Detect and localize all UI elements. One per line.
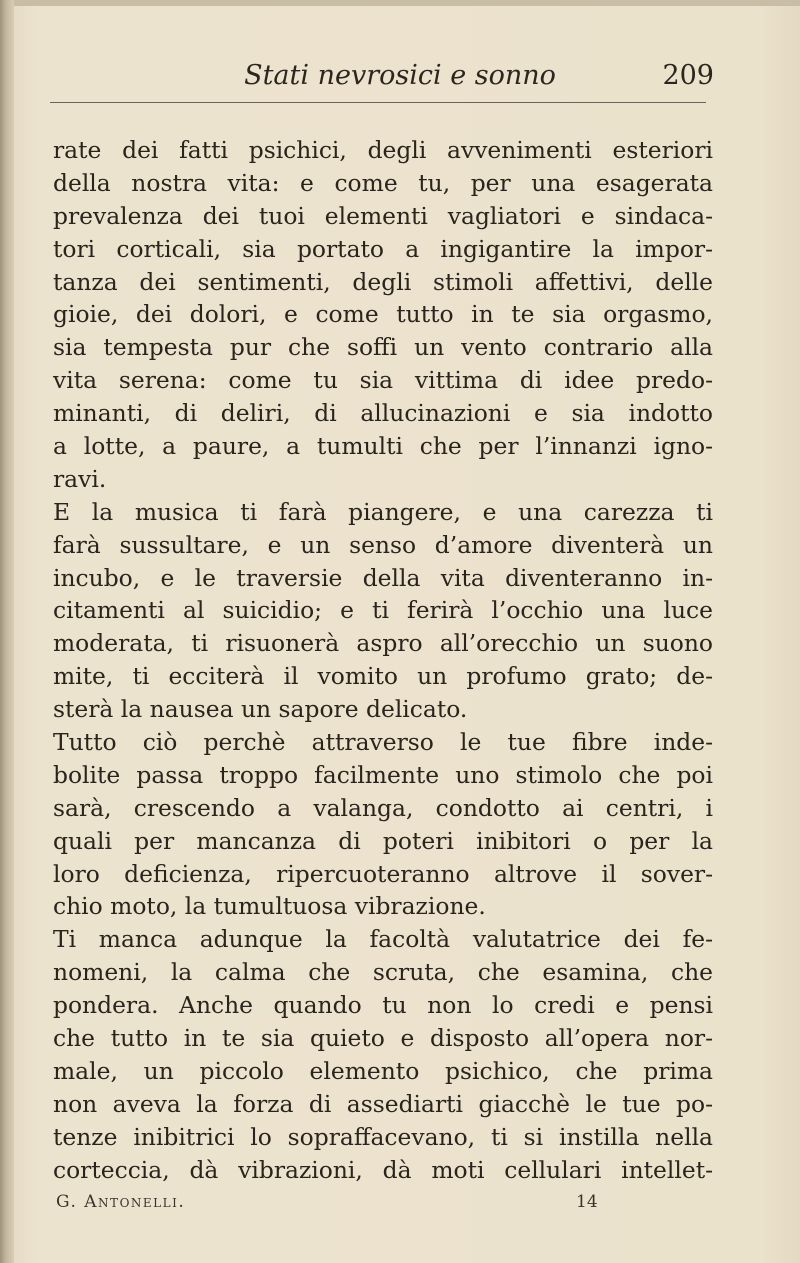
text-line: moderata, ti risuonerà aspro all’orecchio un suono [53,629,713,658]
text-line: bolite passa troppo facilmente uno stimolo che poi [53,760,713,789]
text-line: vita serena: come tu sia vittima di idee predo- [53,366,713,395]
text-line: che tutto in te sia quieto e disposto all’opera nor- [53,1024,713,1053]
text-line: a lotte, a paure, a tumulti che per l’innanzi igno- [53,432,713,461]
page-binding-shadow [0,0,14,1263]
text-line: male, un piccolo elemento psichico, che prima [53,1056,713,1085]
text-line: quali per mancanza di poteri inibitori o per la [53,826,713,855]
body-text [53,134,713,1187]
header-rule [50,102,706,103]
text-line: tori corticali, sia portato a ingigantire la impor- [53,234,713,263]
running-title: Stati nevrosici e sonno [244,60,556,91]
text-line: E la musica ti farà piangere, e una carezza ti [53,497,713,526]
footer-sheet-number: 14 [576,1192,598,1212]
text-line: farà sussultare, e un senso d’amore diventerà un [53,530,713,559]
text-line: mite, ti ecciterà il vomito un profumo grato; de- [53,662,713,691]
page-top-edge [0,0,800,6]
text-line: tanza dei sentimenti, degli stimoli affettivi, delle [53,267,713,296]
text-line: pondera. Anche quando tu non lo credi e pensi [53,991,713,1020]
text-line: ravi. [53,464,107,493]
text-line: sia tempesta pur che soffi un vento contrario alla [53,333,713,362]
text-line: Ti manca adunque la facoltà valutatrice dei fe- [53,925,713,954]
text-line: loro deficienza, ripercuoteranno altrove il sover- [53,859,713,888]
text-line: incubo, e le traversie della vita diventeranno in- [53,563,713,592]
text-line: citamenti al suicidio; e ti ferirà l’occhio una luce [53,596,713,625]
text-line: rate dei fatti psichici, degli avvenimenti esteriori [53,136,713,164]
text-line: gioie, dei dolori, e come tutto in te sia orgasmo, [53,300,713,329]
text-line: della nostra vita: e come tu, per una esagerata [53,168,713,197]
text-line: corteccia, dà vibrazioni, dà moti cellulari intellet- [53,1155,713,1184]
text-line: tenze inibitrici lo sopraffacevano, ti si instilla nella [53,1122,713,1151]
text-line: Tutto ciò perchè attraverso le tue fibre inde- [53,728,713,757]
text-line: prevalenza dei tuoi elementi vagliatori e sindaca- [53,201,713,230]
text-line: chio moto, la tumultuosa vibrazione. [53,892,486,921]
text-line: sarà, crescendo a valanga, condotto ai centri, i [53,793,713,822]
text-line: non aveva la forza di assediarti giacchè le tue po- [53,1089,713,1118]
page-number: 209 [662,60,714,91]
running-head [40,58,760,98]
text-line: minanti, di deliri, di allucinazioni e sia indotto [53,399,713,428]
footer-signature: G. Antonelli. [56,1192,186,1212]
text-line: sterà la nausea un sapore delicato. [53,695,468,724]
text-line: nomeni, la calma che scruta, che esamina, che [53,958,713,987]
